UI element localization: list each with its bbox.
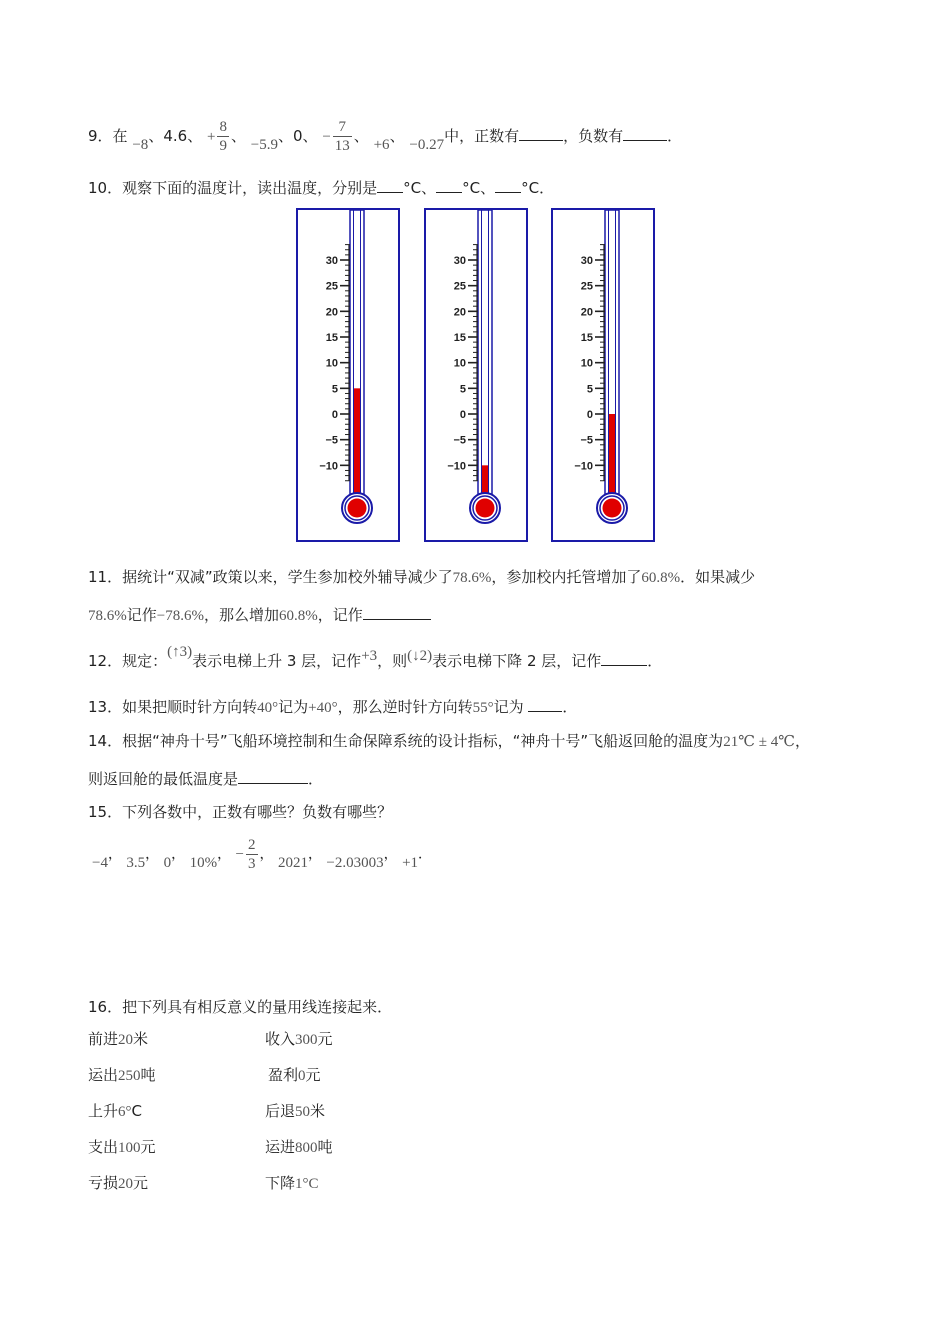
left-item[interactable]: 前进20米	[88, 1030, 149, 1048]
scale-label: 30	[453, 255, 466, 267]
thermometer-tube	[478, 210, 492, 506]
elevator-up-notation: (↑3)	[167, 644, 193, 660]
scale-label: 10	[325, 357, 338, 370]
answer-blank[interactable]	[623, 126, 667, 141]
answer-blank[interactable]	[495, 178, 521, 193]
mercury-bulb	[603, 499, 622, 518]
thermometer-frame	[425, 209, 527, 541]
thermometer-frame	[552, 209, 654, 541]
answer-blank[interactable]	[528, 697, 562, 712]
question-9: 9．在 −8、4.6、 + $\frac{8}{9}$ 、 −5.9、0、 − $\frac{7}{13}$ 、 +6、 −0.27中，正数有 ，负数有 ．	[88, 119, 683, 154]
mercury-bulb	[476, 499, 495, 518]
right-item[interactable]: 后退50米	[265, 1102, 326, 1120]
left-item[interactable]: 运出250吨	[88, 1066, 156, 1084]
thermometer-frame	[297, 209, 399, 541]
question-12: 12．规定：(↑3)表示电梯上升 3 层，记作+3，则(↓2)表示电梯下降 2 层，记作 ．	[88, 644, 663, 670]
thermometer-graphic	[424, 208, 528, 542]
scale-label: 5	[459, 383, 466, 396]
left-item[interactable]: 上升6°C	[88, 1102, 142, 1120]
question-11-line-2: 78.6%记作−78.6%，那么增加60.8%，记作	[88, 604, 431, 625]
fraction-2-3: $\frac{2}{3}$	[248, 837, 256, 872]
scale-label: 10	[580, 357, 593, 370]
thermometer-graphic	[296, 208, 400, 542]
scale-label: 20	[325, 306, 338, 319]
answer-blank[interactable]	[519, 126, 563, 141]
scale-label: 25	[453, 280, 466, 293]
left-item[interactable]: 支出100元	[88, 1138, 156, 1156]
q9-number: 9．	[88, 127, 113, 145]
scale-label: 25	[325, 280, 338, 293]
thermometer-1	[296, 208, 400, 542]
answer-blank[interactable]	[436, 178, 462, 193]
question-15: 15．下列各数中，正数有哪些？负数有哪些？	[88, 803, 393, 821]
scale-label: −10	[574, 460, 593, 473]
answer-blank[interactable]	[238, 769, 308, 784]
mercury-column	[609, 414, 615, 502]
question-14: 14．根据“神舟十号”飞船环境控制和生命保障系统的设计指标，“神舟十号”飞船返回舱的温度为21℃ ± 4℃，	[88, 732, 810, 750]
scale-label: 15	[325, 332, 338, 344]
scale-label: 15	[453, 332, 466, 344]
question-13: 13．如果把顺时针方向转40°记为+40°，那么逆时针方向转55°记为 ．	[88, 698, 578, 716]
answer-blank[interactable]	[601, 651, 647, 666]
mercury-bulb	[348, 499, 367, 518]
scale-label: 20	[580, 306, 593, 319]
elevator-down-notation: (↓2)	[407, 648, 433, 664]
scale-label: −5	[453, 434, 466, 447]
scale-label: −10	[447, 460, 466, 473]
scale-label: 20	[453, 306, 466, 319]
scale-label: 30	[325, 255, 338, 267]
scale-label: 25	[580, 280, 593, 293]
question-14-line-2: 则返回舱的最低温度是 ．	[88, 770, 324, 788]
thermometer-3	[551, 208, 655, 542]
scale-label: −5	[580, 434, 593, 447]
mercury-column	[354, 388, 360, 502]
answer-blank[interactable]	[363, 605, 431, 620]
question-10: 10．观察下面的温度计，读出温度，分别是 °C、 °C、 °C．	[88, 179, 555, 197]
scale-label: 15	[580, 332, 593, 344]
scale-label: −5	[325, 434, 338, 447]
thermometer-graphic	[551, 208, 655, 542]
scale-label: −10	[319, 460, 338, 473]
right-item[interactable]: 运进800吨	[265, 1138, 333, 1156]
scale-label: 5	[586, 383, 593, 396]
scale-label: 0	[586, 409, 593, 421]
right-item[interactable]: 下降1°C	[265, 1174, 319, 1192]
fraction-7-13: $\frac{7}{13}$	[334, 119, 350, 154]
scale-label: 30	[580, 255, 593, 267]
right-item[interactable]: 盈利0元	[268, 1066, 321, 1084]
scale-label: 5	[331, 383, 338, 396]
left-item[interactable]: 亏损20元	[88, 1174, 149, 1192]
question-15-numbers: −4， 3.5， 0， 10%， − $\frac{2}{3}$ ， 2021， −2.03003， +1．	[92, 837, 433, 872]
fraction-8-9: $\frac{8}{9}$	[219, 119, 227, 154]
question-11: 11．据统计“双减”政策以来，学生参加校外辅导减少了78.6%，参加校内托管增加了60.8%．如果减少	[88, 568, 756, 586]
answer-blank[interactable]	[377, 178, 403, 193]
right-item[interactable]: 收入300元	[265, 1030, 333, 1048]
scale-label: 0	[331, 409, 338, 421]
scale-label: 10	[453, 357, 466, 370]
question-16: 16．把下列具有相反意义的量用线连接起来．	[88, 998, 393, 1016]
scale-label: 0	[459, 409, 466, 421]
num-neg8: −8	[132, 137, 149, 153]
thermometer-2	[424, 208, 528, 542]
